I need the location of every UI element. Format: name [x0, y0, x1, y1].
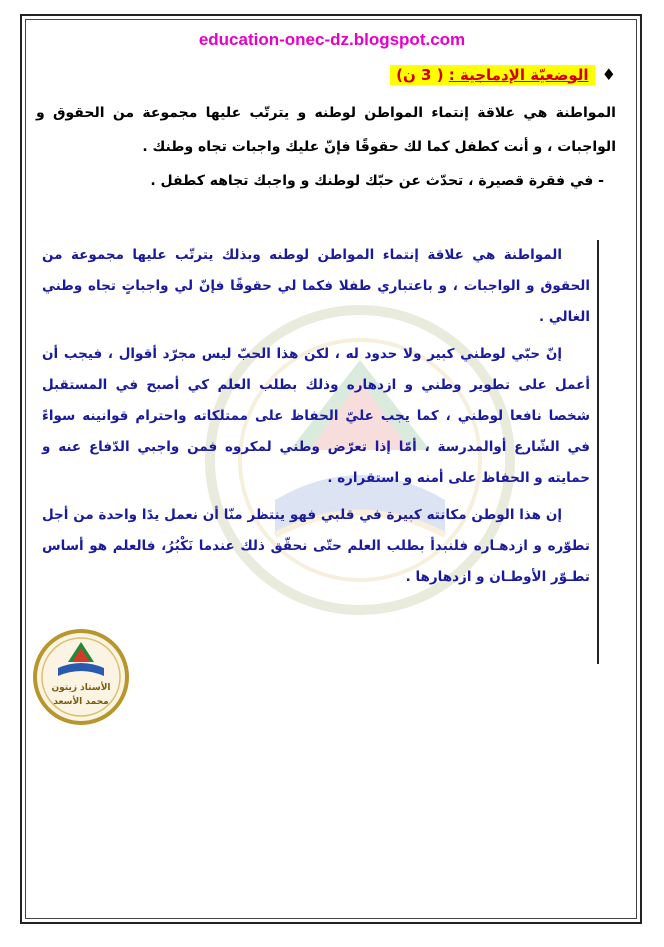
prompt-text: المواطنة هي علاقة إنتماء المواطن لوطنه و يترتّب عليها مجموعة من الحقوق و الواجبات ، و أنت كطفل كما لك حقوقًا فإنّ عليك واجبات تجاه وطنك .: [36, 105, 616, 155]
seal-line1: الأستاذ زيتون: [51, 683, 111, 693]
margin-rule: [597, 240, 599, 664]
heading-title: الوضعيّة الإدماجية :: [448, 65, 589, 84]
task-instruction: - في فقرة قصيرة ، تحدّث عن حبّك لوطنك و واجبك تجاهه كطفل .: [150, 173, 604, 189]
site-url[interactable]: education-onec-dz.blogspot.com: [198, 30, 466, 49]
answer-paragraph: المواطنة هي علاقة إنتماء المواطن لوطنه وبذلك يترتّب عليها مجموعة من الحقوق و الواجبات ، و باعتباري طفلا فكما لي حقوقًا فإنّ لي واجباتٍ تجاه وطني الغالي .: [42, 247, 590, 325]
diamond-bullet-icon: ♦: [601, 65, 616, 84]
author-seal-logo: [32, 628, 130, 726]
seal-line2: محمد الأسعد: [53, 697, 109, 707]
exercise-heading: [390, 64, 616, 90]
answer-paragraph: إنّ حبّي لوطني كبير ولا حدود له ، لكن هذا الحبّ ليس مجرّد أقوال ، فيجب أن أعمل على تطوير وطني و ازدهاره وذلك بطلب العلم كي أصبح في المستقبل شخصا نافعا لوطني ، كما يجب عليّ الحفاظ على ممتلكاته واحترام قوانينه سواءً في الشّارع أوالمدرسة ، أمّا إذا تعرّض وطني لمكروه فمن واجبي الدّفاع عنه و حمايته و الحفاظ على أمنه و استقراره .: [42, 346, 590, 486]
heading-points: ( 3 ن): [396, 65, 444, 84]
exercise-prompt: [36, 96, 616, 198]
answer-paragraph: إن هذا الوطن مكانته كبيرة في قلبي فهو ينتظر منّا أن نعمل يدًا واحدة من أجل تطوّره و ازدهـاره فلنبدأ بطلب العلم حتّى نحقّق ذلك عندما نَكْبُرُ، فالعلم هو أساس تطـوّر الأوطـان و ازدهارها .: [42, 507, 590, 585]
model-answer: [42, 240, 590, 599]
heading-highlight: [390, 65, 594, 85]
